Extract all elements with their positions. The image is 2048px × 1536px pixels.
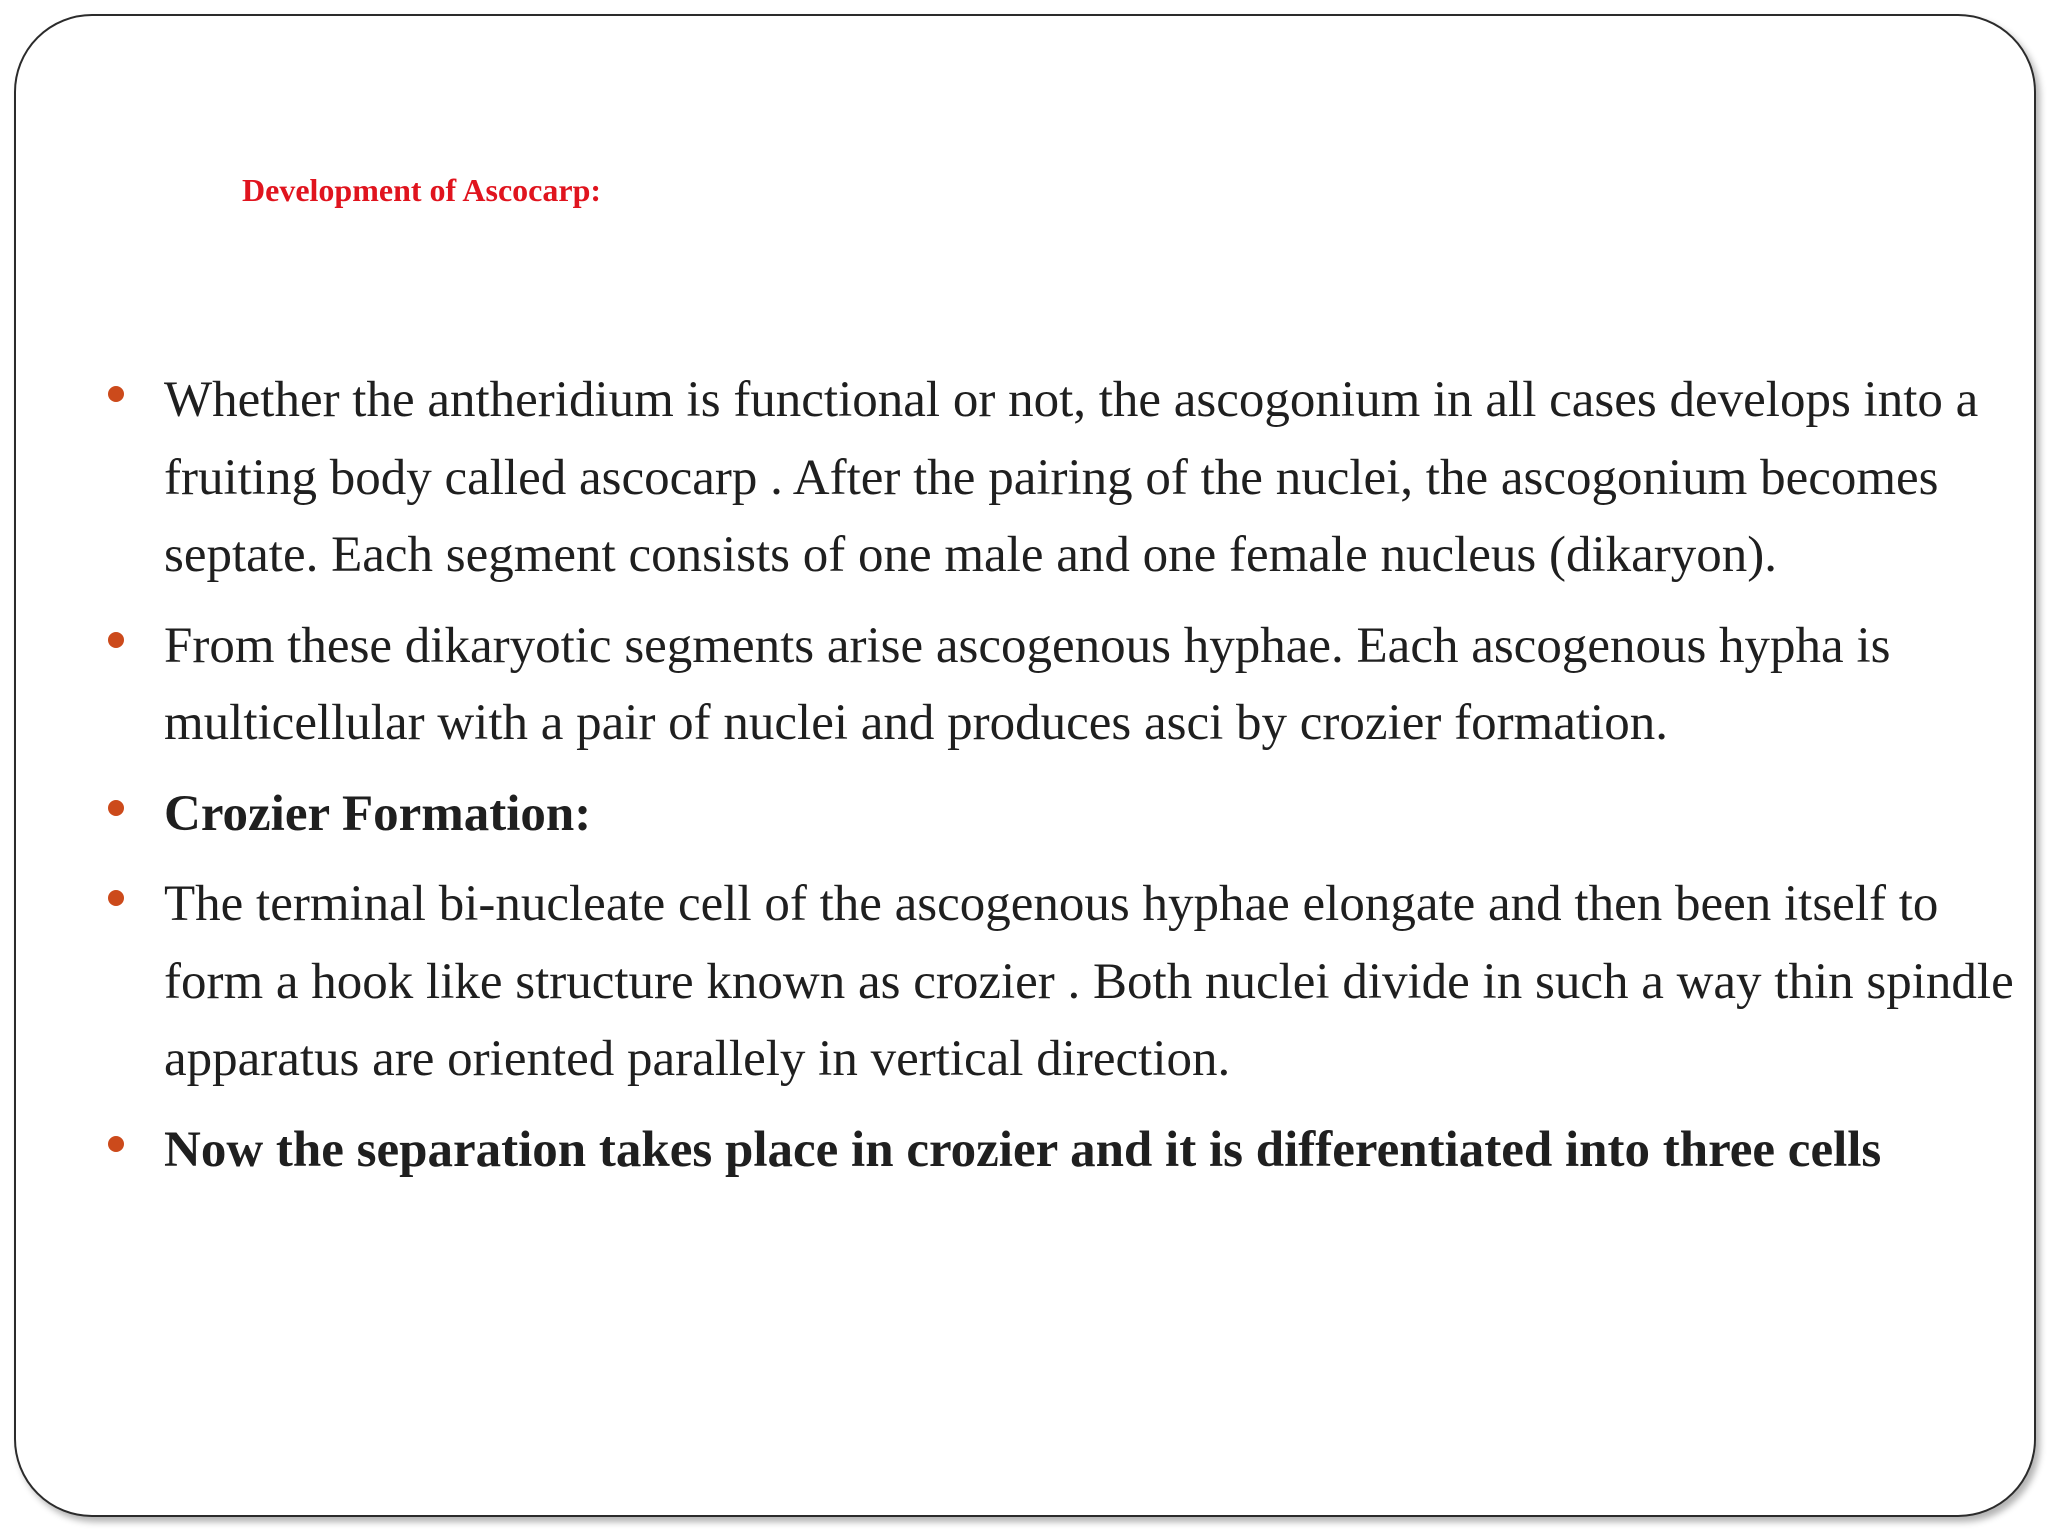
bullet-dot-icon [108,890,124,906]
bullet-text: From these dikaryotic segments arise ascogenous hyphae. Each ascogenous hypha is multicellular with a pair of nuclei and produces asci by crozier formation. [164,617,1891,751]
bullet-dot-icon [108,1136,124,1152]
bullet-dot-icon [108,386,124,402]
bullet-text: Crozier Formation: [164,785,592,842]
bullet-item [102,608,2032,763]
slide-title: Development of Ascocarp: [242,172,602,208]
bullet-text: Whether the antheridium is functional or not, the ascogonium in all cases develops into a fruiting body called ascocarp . After the pairing of the nuclei, the ascogonium becomes septate. Each segment consists of one male and one female nucleus (dikaryon). [164,372,1979,583]
bullet-dot-icon [108,800,124,816]
bullet-item [102,866,2032,1099]
bullet-item-heading [102,776,2032,854]
bullet-text: The terminal bi-nucleate cell of the ascogenous hyphae elongate and then been itself to form a hook like structure known as crozier . Both nuclei divide in such a way thin spindle apparatus are oriented parallely in vertical direction. [164,876,2014,1087]
bullet-text: Now the separation takes place in crozier and it is differentiated into three cells [164,1121,1882,1178]
slide-frame [14,14,2036,1517]
bullet-list [102,362,2032,1202]
bullet-item [102,362,2032,595]
bullet-dot-icon [108,632,124,648]
bullet-item-emphasis [102,1112,2032,1190]
